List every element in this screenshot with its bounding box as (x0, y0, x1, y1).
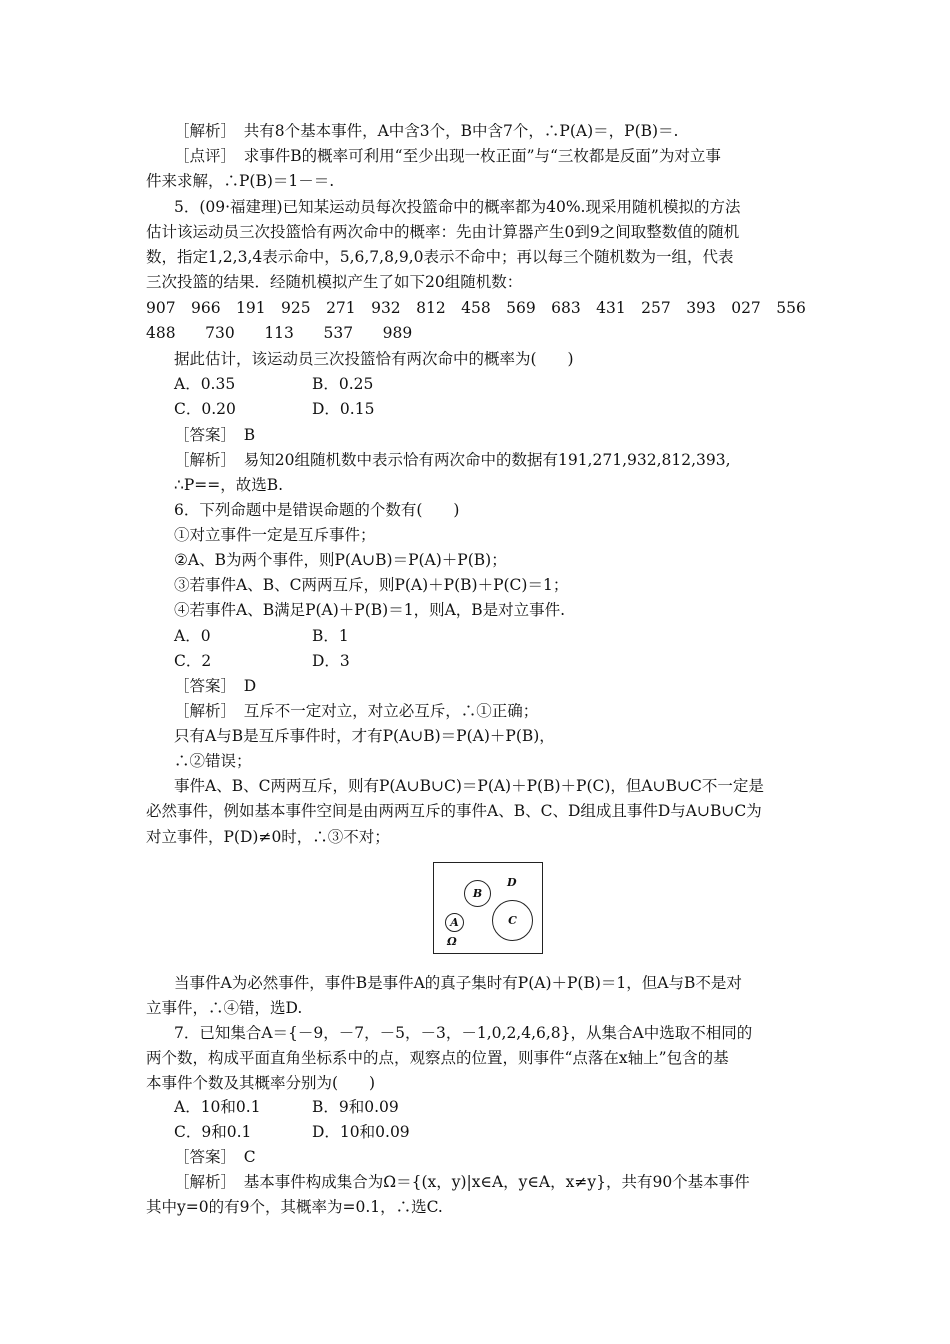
text-line: 件来求解，∴P(B)＝1－＝. (146, 172, 335, 190)
random-number: 907 (146, 299, 176, 317)
random-number-row-2 (146, 322, 816, 344)
statement-1: ①对立事件一定是互斥事件； (174, 526, 376, 544)
option-a: A．0 (174, 627, 211, 645)
label-d: D (507, 876, 517, 889)
random-number: 191 (236, 299, 266, 317)
option-b: B．9和0.09 (312, 1098, 399, 1116)
text-line: 当事件A为必然事件，事件B是事件A的真子集时有P(A)＋P(B)＝1，但A与B不是对 (174, 974, 742, 992)
label-omega: Ω (447, 935, 457, 948)
random-number: 932 (371, 299, 401, 317)
option-a: A．10和0.1 (174, 1098, 261, 1116)
statement-4: ④若事件A、B满足P(A)＋P(B)＝1，则A，B是对立事件. (174, 601, 566, 619)
text-line: 立事件，∴④错，选D. (146, 999, 303, 1017)
option-d: D．10和0.09 (312, 1123, 410, 1141)
circle-a: A (445, 913, 464, 932)
circle-c: C (492, 900, 533, 941)
option-c: C．9和0.1 (174, 1123, 252, 1141)
question-5: 5．(09·福建理)已知某运动员每次投篮命中的概率都为40%.现采用随机模拟的方法 (174, 198, 741, 216)
random-number: 537 (323, 324, 354, 342)
option-a: A．0.35 (174, 375, 236, 393)
random-number: 393 (686, 299, 716, 317)
random-number: 556 (776, 299, 806, 317)
text-line: ∴②错误； (174, 752, 252, 770)
random-number: 271 (326, 299, 356, 317)
random-number: 812 (416, 299, 446, 317)
text-line: 据此估计，该运动员三次投篮恰有两次命中的概率为( ) (174, 350, 574, 368)
text-line: ［解析］ 易知20组随机数中表示恰有两次命中的数据有191,271,932,812,393, (174, 451, 731, 469)
question-6: 6．下列命题中是错误命题的个数有( ) (174, 501, 460, 519)
text-line: ［解析］ 基本事件构成集合为Ω＝{(x，y)|x∈A，y∈A，x≠y}，共有90个基本事件 (174, 1173, 750, 1191)
random-number: 257 (641, 299, 671, 317)
text-line: 其中y=0的有9个，其概率为=0.1，∴选C. (146, 1198, 443, 1216)
text-line: ［解析］ 共有8个基本事件，A中含3个，B中含7个，∴P(A)＝，P(B)＝. (174, 122, 679, 140)
question-7: 7．已知集合A＝{－9，－7，－5，－3，－1,0,2,4,6,8}，从集合A中选取不相同的 (174, 1024, 753, 1042)
random-number: 027 (731, 299, 761, 317)
option-c: C．0.20 (174, 400, 236, 418)
text-line: ∴P==，故选B. (174, 476, 284, 494)
text-line: 必然事件，例如基本事件空间是由两两互斥的事件A、B、C、D组成且事件D与A∪B∪C为 (146, 802, 762, 820)
text-line: 只有A与B是互斥事件时，才有P(A∪B)＝P(A)＋P(B)， (174, 727, 555, 745)
text-line: 估计该运动员三次投篮恰有两次命中的概率：先由计算器产生0到9之间取整数值的随机 (146, 223, 740, 241)
random-number: 458 (461, 299, 491, 317)
venn-diagram (433, 862, 543, 954)
option-d: D．3 (312, 652, 350, 670)
text-line: 对立事件，P(D)≠0时，∴③不对； (146, 828, 390, 846)
answer-line: ［答案］ B (174, 426, 256, 444)
random-number-row-1 (146, 297, 816, 319)
answer-line: ［答案］ C (174, 1148, 256, 1166)
statement-2: ②A、B为两个事件，则P(A∪B)＝P(A)＋P(B)； (174, 551, 507, 569)
option-c: C．2 (174, 652, 212, 670)
random-number: 730 (205, 324, 235, 342)
text-line: 数，指定1,2,3,4表示命中，5,6,7,8,9,0表示不命中；再以每三个随机数为一组，代表 (146, 248, 734, 266)
random-number: 925 (281, 299, 311, 317)
text-line: 两个数，构成平面直角坐标系中的点，观察点的位置，则事件“点落在x轴上”包含的基 (146, 1049, 729, 1067)
random-number: 989 (382, 324, 413, 342)
answer-line: ［答案］ D (174, 677, 257, 695)
text-line: ［解析］ 互斥不一定对立，对立必互斥，∴①正确； (174, 702, 539, 720)
option-b: B．1 (312, 627, 349, 645)
random-number: 966 (191, 299, 221, 317)
random-number: 113 (264, 324, 294, 342)
circle-b: B (464, 880, 491, 907)
random-number: 431 (596, 299, 626, 317)
random-number: 569 (506, 299, 536, 317)
random-number: 488 (146, 324, 176, 342)
option-b: B．0.25 (312, 375, 374, 393)
text-line: 三次投篮的结果．经随机模拟产生了如下20组随机数： (146, 273, 523, 291)
statement-3: ③若事件A、B、C两两互斥，则P(A)＋P(B)＋P(C)＝1； (174, 576, 569, 594)
text-line: ［点评］ 求事件B的概率可利用“至少出现一枚正面”与“三枚都是反面”为对立事 (174, 147, 721, 165)
text-line: 本事件个数及其概率分别为( ) (146, 1074, 376, 1092)
random-number: 683 (551, 299, 581, 317)
text-line: 事件A、B、C两两互斥，则有P(A∪B∪C)＝P(A)＋P(B)＋P(C)，但A∪B∪C不一定是 (174, 777, 764, 795)
option-d: D．0.15 (312, 400, 375, 418)
